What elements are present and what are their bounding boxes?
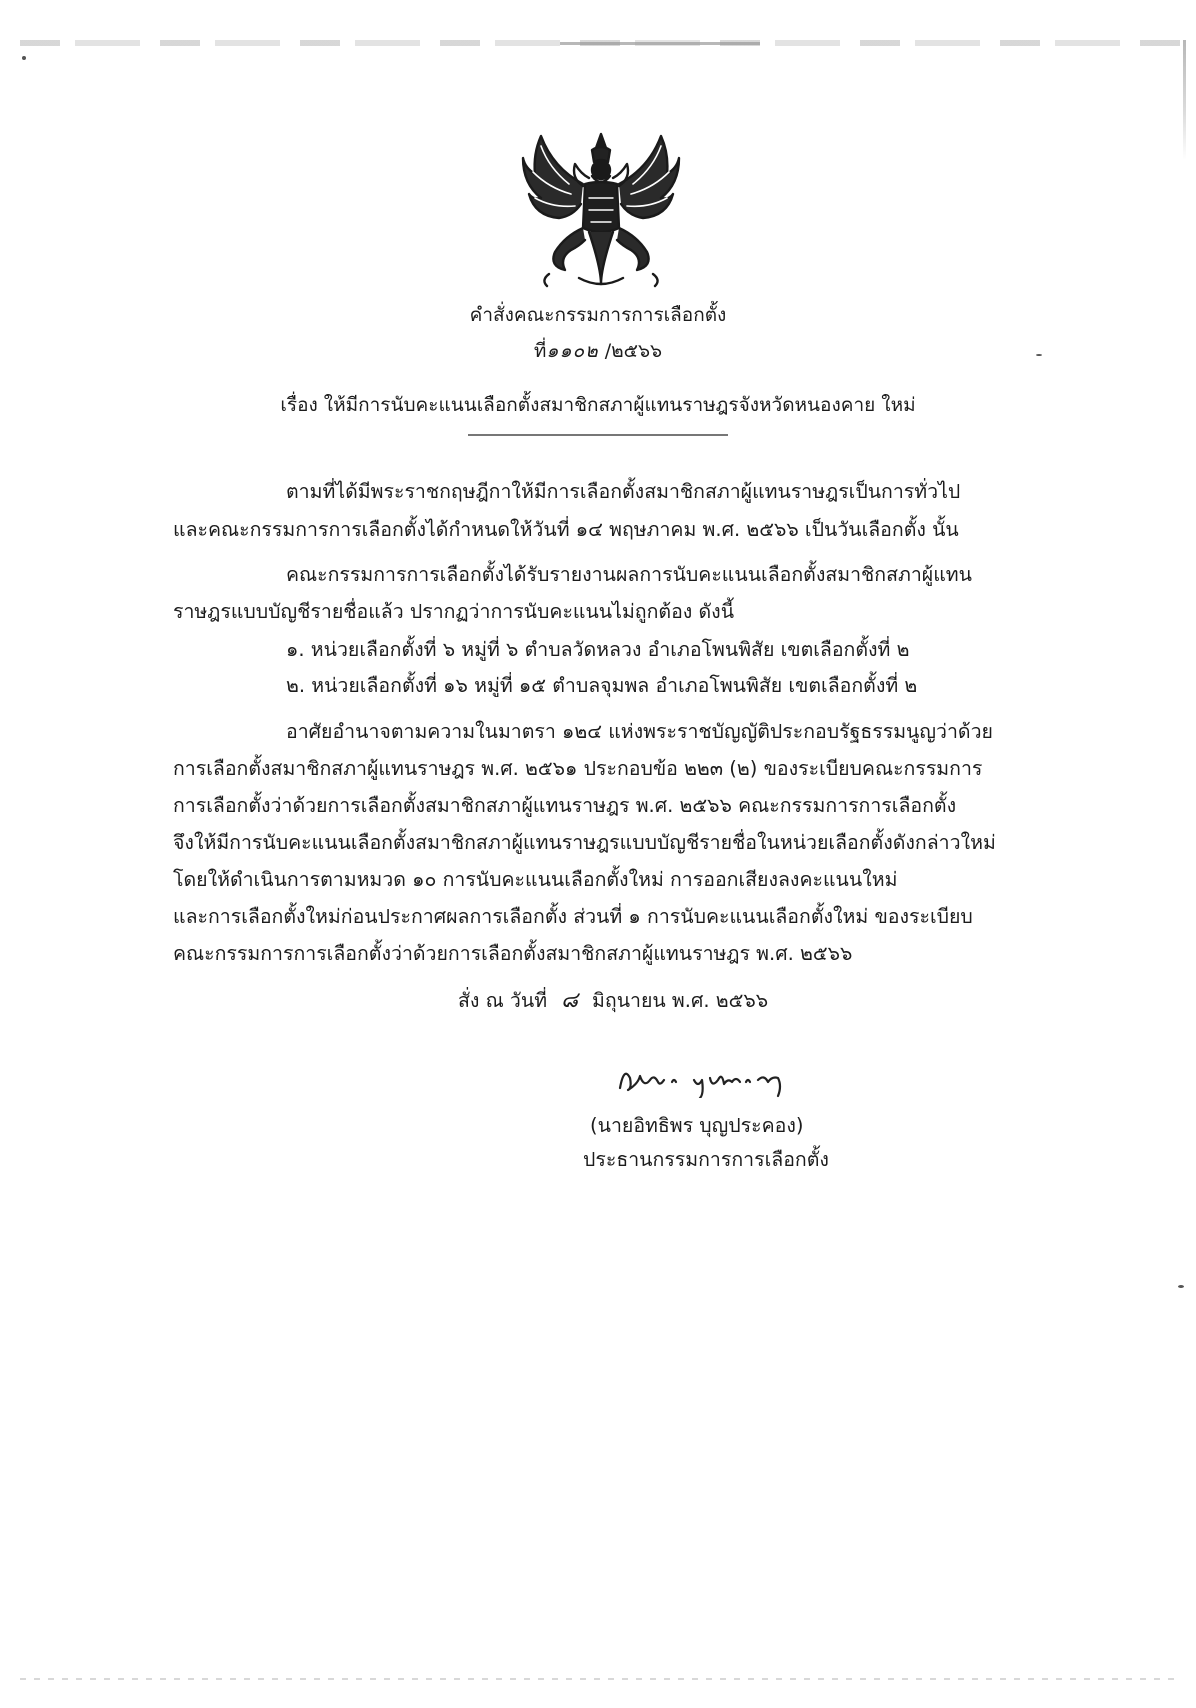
signer-name: (นายอิทธิพร บุญประคอง) [590, 1114, 804, 1137]
paragraph-3-line-6: และการเลือกตั้งใหม่ก่อนประกาศผลการเลือกตั้ง ส่วนที่ ๑ การนับคะแนนเลือกตั้งใหม่ ของระเบียบ [173, 905, 973, 928]
date-suffix: มิถุนายน พ.ศ. ๒๕๖๖ [592, 989, 769, 1012]
handwritten-signature [614, 1058, 794, 1098]
paragraph-1-line-1: ตามที่ได้มีพระราชกฤษฎีกาให้มีการเลือกตั้งสมาชิกสภาผู้แทนราษฎรเป็นการทั่วไป [286, 480, 961, 503]
scan-edge-bottom [20, 1678, 1180, 1680]
order-number-line [0, 336, 1196, 366]
paragraph-3-line-5: โดยให้ดำเนินการตามหมวด ๑๐ การนับคะแนนเลือกตั้งใหม่ การออกเสียงลงคะแนนใหม่ [173, 868, 898, 891]
list-item-1: ๑. หน่วยเลือกตั้งที่ ๖ หมู่ที่ ๖ ตำบลวัดหลวง อำเภอโพนพิสัย เขตเลือกตั้งที่ ๒ [286, 638, 910, 661]
document-title: คำสั่งคณะกรรมการการเลือกตั้ง [469, 304, 727, 326]
scan-edge-right [1183, 40, 1186, 160]
scan-edge-top-mark [560, 42, 760, 45]
list-item-2: ๒. หน่วยเลือกตั้งที่ ๑๖ หมู่ที่ ๑๕ ตำบลจุมพล อำเภอโพนพิสัย เขตเลือกตั้งที่ ๒ [286, 674, 918, 697]
paragraph-3-line-1: อาศัยอำนาจตามความในมาตรา ๑๒๔ แห่งพระราชบัญญัติประกอบรัฐธรรมนูญว่าด้วย [286, 720, 993, 743]
paragraph-2-line-2: ราษฎรแบบบัญชีรายชื่อแล้ว ปรากฏว่าการนับคะแนนไม่ถูกต้อง ดังนี้ [173, 600, 735, 623]
order-year: /๒๕๖๖ [604, 340, 663, 362]
paragraph-3-line-2: การเลือกตั้งสมาชิกสภาผู้แทนราษฎร พ.ศ. ๒๕๖๑ ประกอบข้อ ๒๒๓ (๒) ของระเบียบคณะกรรมการ [173, 757, 983, 780]
signer-title: ประธานกรรมการการเลือกตั้ง [583, 1148, 829, 1171]
paragraph-3-line-3: การเลือกตั้งว่าด้วยการเลือกตั้งสมาชิกสภาผู้แทนราษฎร พ.ศ. ๒๕๖๖ คณะกรรมการการเลือกตั้ง [173, 794, 957, 817]
paragraph-3-line-7: คณะกรรมการการเลือกตั้งว่าด้วยการเลือกตั้งสมาชิกสภาผู้แทนราษฎร พ.ศ. ๒๕๖๖ [173, 942, 853, 965]
garuda-emblem-icon [519, 128, 683, 290]
paragraph-3-line-4: จึงให้มีการนับคะแนนเลือกตั้งสมาชิกสภาผู้แทนราษฎรแบบบัญชีรายชื่อในหน่วยเลือกตั้งดังกล่าวใหม่ [173, 831, 996, 854]
date-day-handwritten: ๘ [561, 988, 579, 1013]
scan-speck [22, 56, 26, 60]
date-prefix: สั่ง ณ วันที่ [458, 989, 548, 1012]
scan-speck [1178, 1285, 1184, 1288]
order-date [458, 982, 768, 1017]
paragraph-2-line-1: คณะกรรมการการเลือกตั้งได้รับรายงานผลการนับคะแนนเลือกตั้งสมาชิกสภาผู้แทน [286, 563, 972, 586]
paragraph-1-line-2: และคณะกรรมการการเลือกตั้งได้กำหนดให้วันที่ ๑๔ พฤษภาคม พ.ศ. ๒๕๖๖ เป็นวันเลือกตั้ง นั้น [173, 518, 959, 541]
title-divider [468, 434, 728, 436]
order-prefix: ที่ [533, 340, 547, 362]
document-subject: เรื่อง ให้มีการนับคะแนนเลือกตั้งสมาชิกสภาผู้แทนราษฎรจังหวัดหนองคาย ใหม่ [280, 394, 916, 416]
order-number: ๑๑๐๒ [546, 340, 599, 362]
